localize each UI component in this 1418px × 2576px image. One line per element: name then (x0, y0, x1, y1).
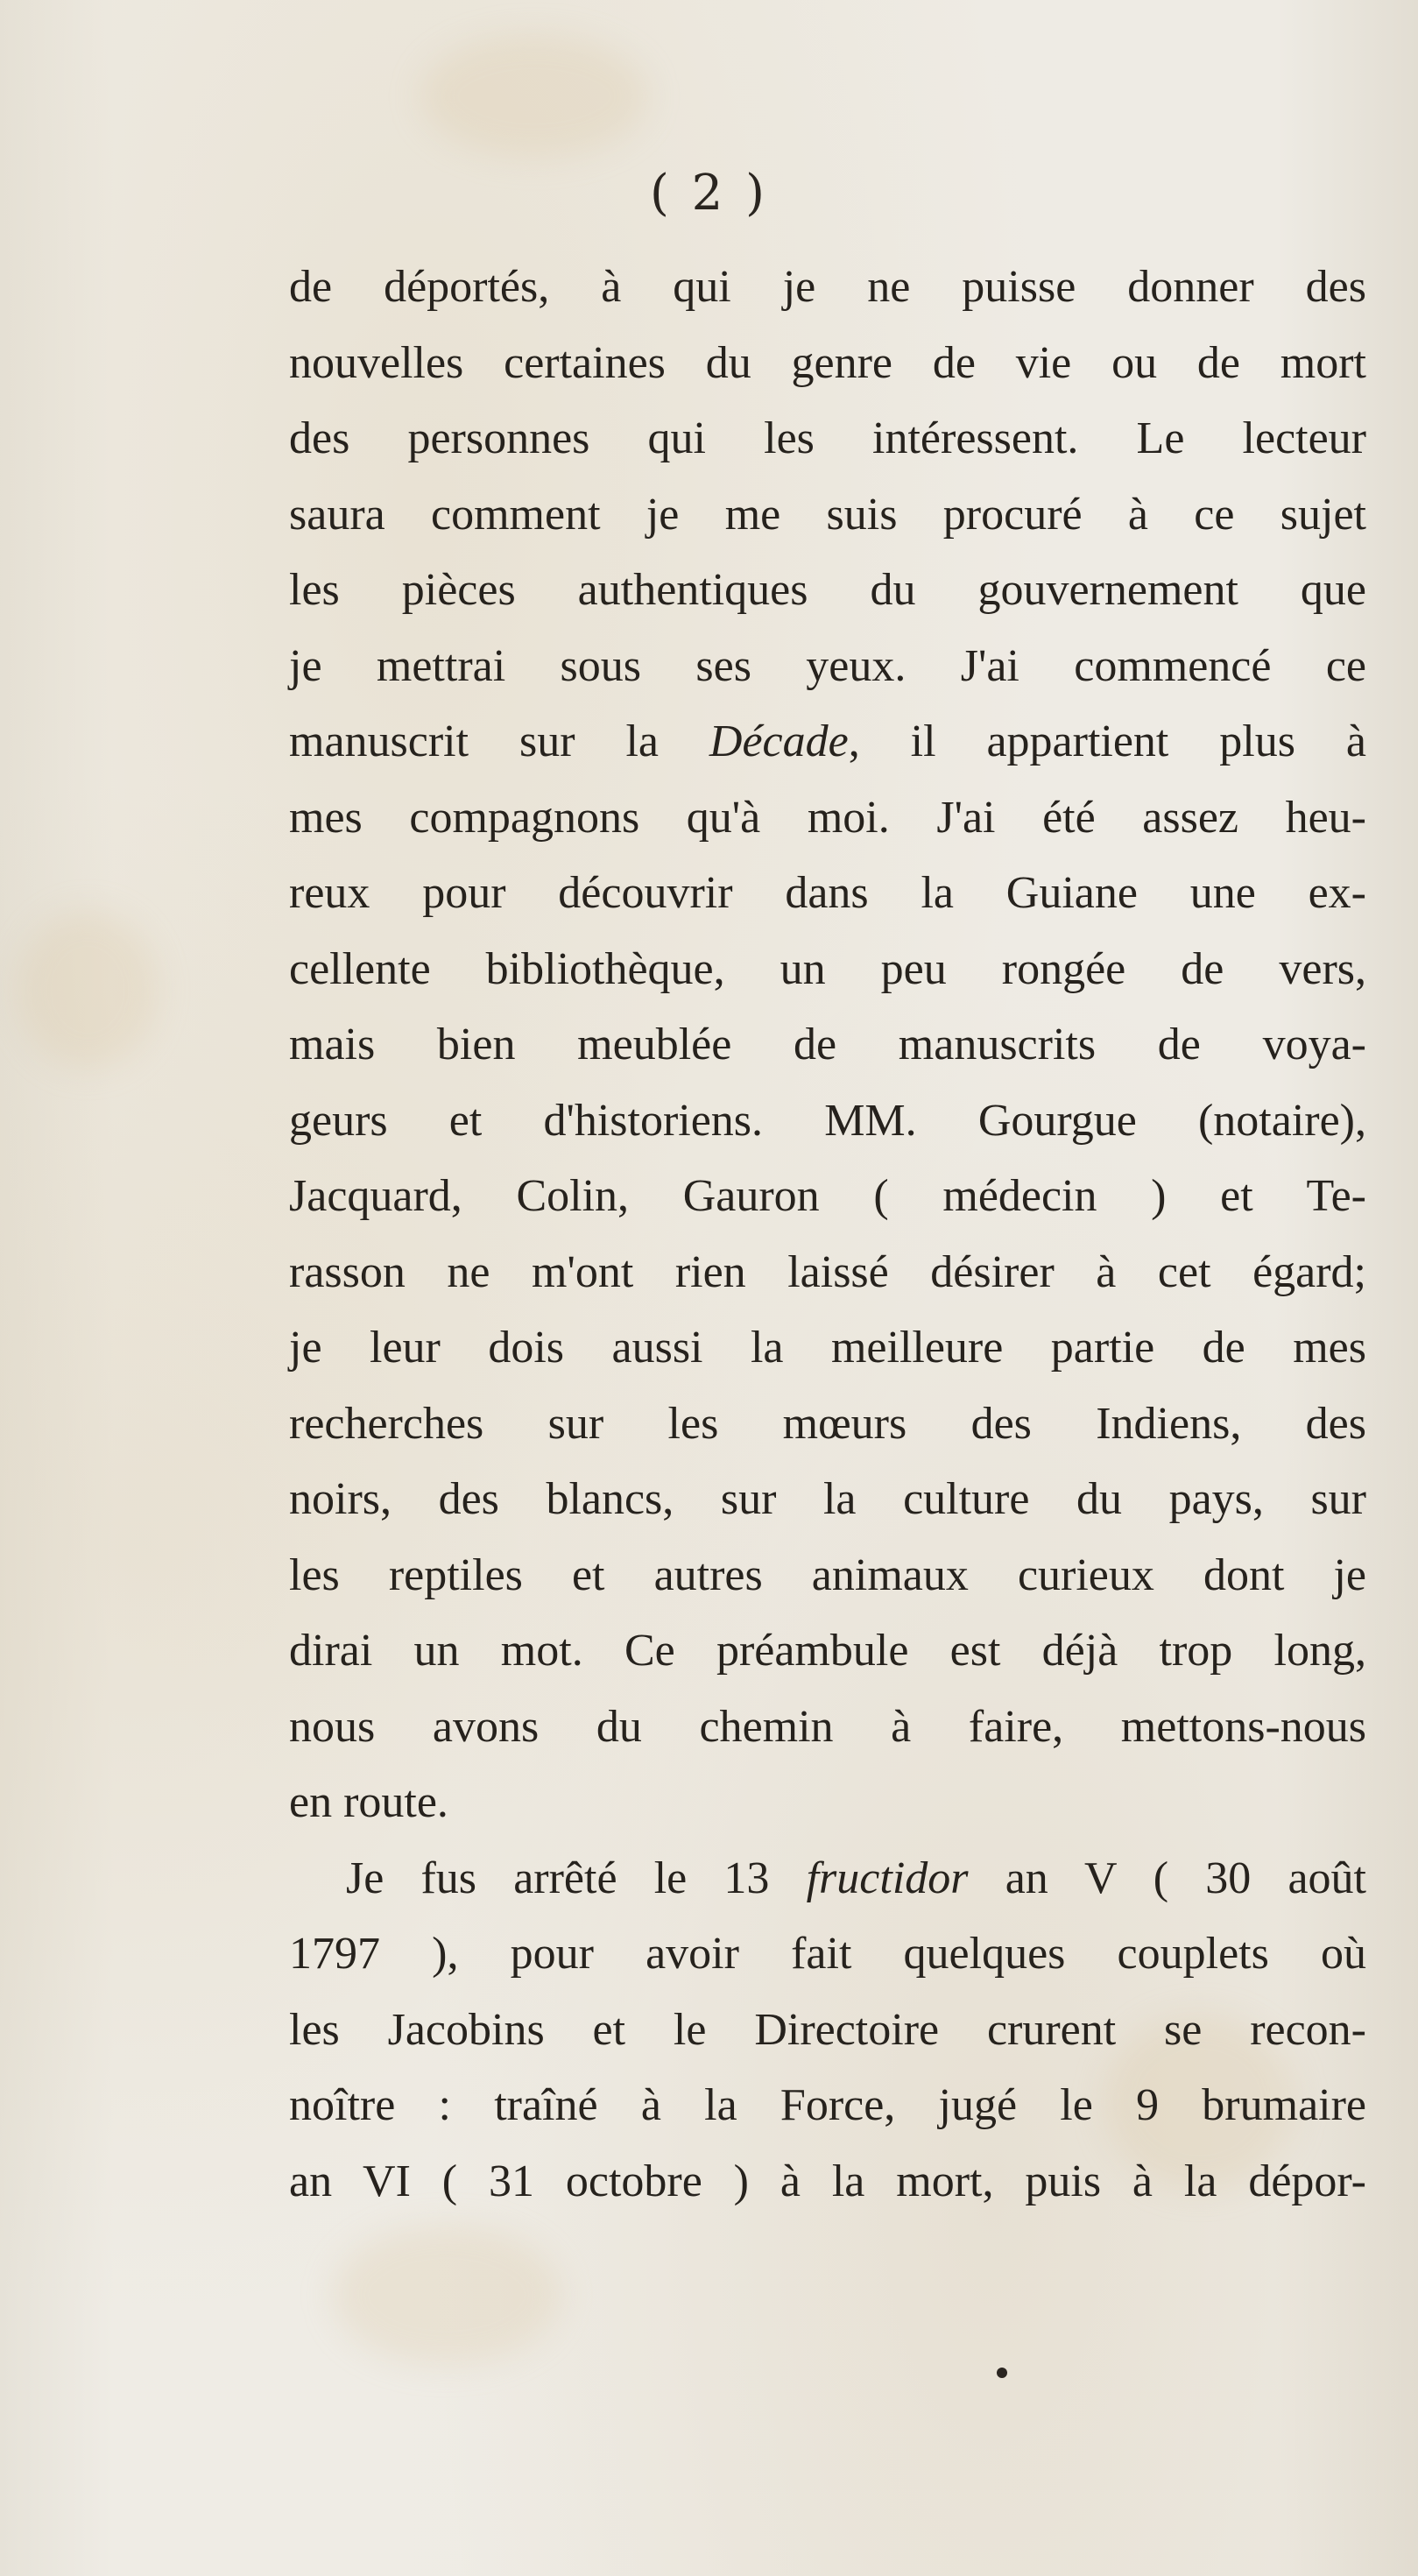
text-line: 1797 ), pour avoir fait quelques couplets où (289, 1929, 1366, 1979)
text-line: en route. (289, 1777, 448, 1827)
text-segment: , il appartient plus à (848, 716, 1366, 766)
text-line: rasson ne m'ont rien laissé désirer à cet égard; (289, 1246, 1366, 1297)
text-line: je leur dois aussi la meilleure partie de mes (289, 1323, 1366, 1373)
text-line: noître : traîné à la Force, jugé le 9 brumaire (289, 2080, 1366, 2130)
text-line: de déportés, à qui je ne puisse donner des (289, 262, 1366, 312)
text-line: Jacquard, Colin, Gauron ( médecin ) et Te- (289, 1171, 1366, 1221)
text-line: mais bien meublée de manuscrits de voya- (289, 1020, 1366, 1069)
text-line (289, 704, 1366, 780)
text-segment: Je fus arrêté le 13 (346, 1853, 807, 1903)
text-line: nouvelles certaines du genre de vie ou de mort (289, 337, 1366, 388)
text-line: les pièces authentiques du gouvernement que (289, 565, 1366, 615)
paper-stain (420, 35, 648, 158)
text-line: je mettrai sous ses yeux. J'ai commencé ce (289, 640, 1366, 691)
ink-dot (997, 2368, 1007, 2378)
text-line: des personnes qui les intéressent. Le lecteur (289, 413, 1366, 463)
text-line: les reptiles et autres animaux curieux dont je (289, 1549, 1366, 1600)
text-line: cellente bibliothèque, un peu rongée de vers, (289, 943, 1366, 994)
text-line (289, 1841, 1366, 1917)
text-segment: manuscrit sur la (289, 716, 709, 766)
paper-stain (18, 911, 158, 1069)
text-line: mes compagnons qu'à moi. J'ai été assez heu- (289, 792, 1366, 843)
text-line: les Jacobins et le Directoire crurent se recon- (289, 2004, 1366, 2055)
text-segment: an V ( 30 août (968, 1853, 1366, 1903)
text-line: an VI ( 31 octobre ) à la mort, puis à la dépor- (289, 2156, 1366, 2206)
italic-title: Décade (709, 716, 849, 766)
text-line: recherches sur les mœurs des Indiens, des (289, 1398, 1366, 1449)
text-line: nous avons du chemin à faire, mettons-nous (289, 1701, 1366, 1752)
paper-stain (333, 2225, 561, 2365)
text-line: reux pour découvrir dans la Guiane une ex- (289, 868, 1366, 918)
body-text (289, 250, 1366, 2220)
text-line: noirs, des blancs, sur la culture du pays, sur (289, 1474, 1366, 1524)
italic-date: fructidor (806, 1853, 969, 1903)
text-line: geurs et d'historiens. MM. Gourgue (notaire), (289, 1095, 1366, 1146)
text-line: dirai un mot. Ce préambule est déjà trop long, (289, 1626, 1366, 1676)
page-number: ( 2 ) (650, 165, 768, 222)
text-line: saura comment je me suis procuré à ce sujet (289, 489, 1366, 540)
